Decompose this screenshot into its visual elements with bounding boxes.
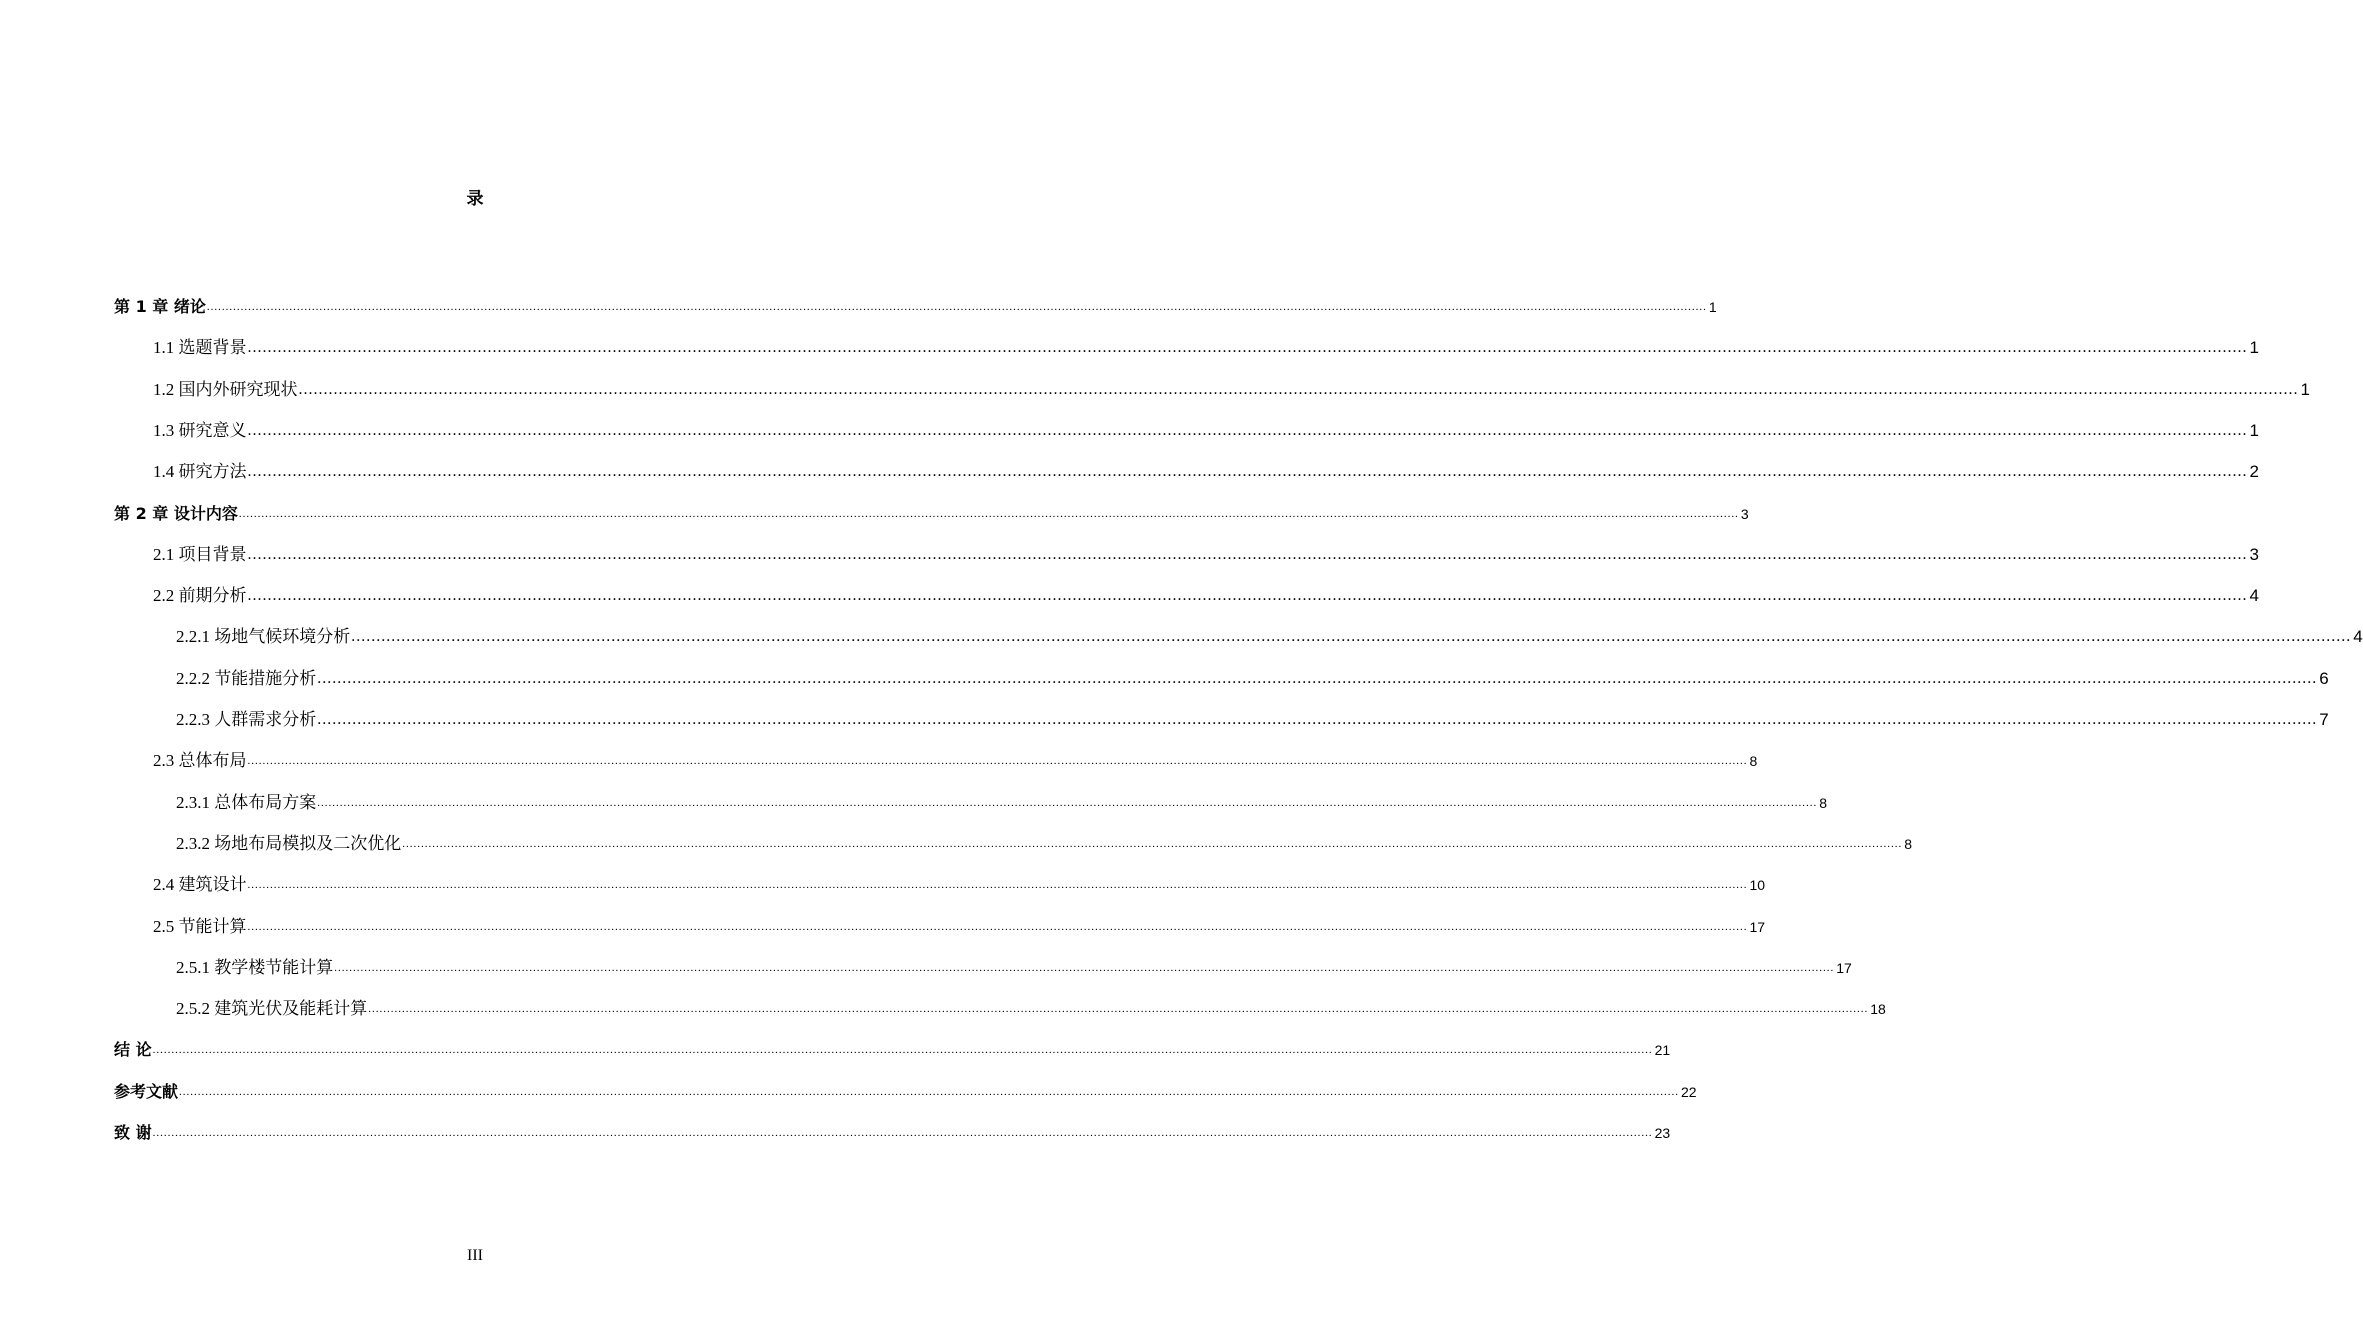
toc-entry-page-number: 8: [1904, 835, 1913, 852]
toc-entry-label: 2.5.2 建筑光伏及能耗计算: [176, 999, 368, 1019]
toc-entry-label: 1.4 研究方法: [153, 462, 247, 482]
toc-entry[interactable]: [176, 788, 1828, 814]
toc-leader-dots: ................................................................................................................................................................................................................................................................................................................................................................................................................: [298, 380, 2299, 398]
toc-leader-dots: ................................................................................................................................................................................................................................................................................................................................................................................................................: [247, 421, 2248, 439]
toc-entry[interactable]: [114, 292, 1717, 318]
toc-entry-label: 第 1 章 绪论: [114, 297, 206, 316]
toc-leader-dots: ................................................................................................................................................................................................................................................................................................................................................................................................................: [317, 796, 1818, 809]
toc-entry-page-number: 8: [1749, 753, 1758, 770]
toc-entry[interactable]: [176, 829, 1913, 855]
toc-entry-label: 2.2.3 人群需求分析: [176, 710, 317, 729]
toc-entry[interactable]: [114, 1118, 1671, 1144]
toc-entry[interactable]: [153, 870, 1766, 896]
toc-entry[interactable]: [153, 540, 2259, 566]
toc-leader-dots: ................................................................................................................................................................................................................................................................................................................................................................................................................: [402, 837, 1903, 850]
toc-entry-label: 2.3 总体布局: [153, 751, 247, 771]
toc-entry-label: 致 谢: [114, 1123, 152, 1142]
toc-entry-label: 结 论: [114, 1040, 152, 1060]
toc-entry[interactable]: [153, 416, 2259, 442]
toc-entry[interactable]: [176, 953, 1852, 979]
toc-entry[interactable]: [153, 457, 2259, 483]
toc-leader-dots: ................................................................................................................................................................................................................................................................................................................................................................................................................: [247, 879, 1748, 892]
toc-entry-page-number: 1: [2300, 379, 2310, 399]
toc-entry-page-number: 7: [2319, 710, 2329, 729]
toc-entry-page-number: 2: [2249, 462, 2259, 482]
toc-entry-page-number: 1: [2249, 420, 2259, 440]
toc-entry-page-number: 22: [1681, 1083, 1697, 1100]
page-number-footer: III: [467, 1247, 483, 1264]
toc-leader-dots: ................................................................................................................................................................................................................................................................................................................................................................................................................: [152, 1044, 1653, 1057]
toc-entry[interactable]: [176, 622, 2363, 648]
toc-entry-page-number: 3: [2249, 544, 2259, 564]
toc-entry-label: 2.2 前期分析: [153, 586, 247, 606]
toc-entry[interactable]: [114, 1077, 1697, 1103]
toc-entry[interactable]: [153, 333, 2259, 359]
toc-entry[interactable]: [114, 1035, 1671, 1061]
toc-entry-label: 2.2.2 节能措施分析: [176, 668, 317, 688]
toc-entry-label: 第 2 章 设计内容: [114, 503, 238, 523]
toc-leader-dots: ................................................................................................................................................................................................................................................................................................................................................................................................................: [317, 669, 2318, 687]
toc-entry-label: 2.4 建筑设计: [153, 875, 247, 895]
toc-entry-label: 参考文献: [114, 1081, 179, 1101]
toc-entry[interactable]: [153, 581, 2259, 607]
toc-entry-label: 2.2.1 场地气候环境分析: [176, 627, 351, 647]
toc-leader-dots: ................................................................................................................................................................................................................................................................................................................................................................................................................: [179, 1085, 1680, 1098]
toc-title: 录: [466, 189, 484, 209]
toc-entry-page-number: 8: [1819, 794, 1828, 811]
toc-leader-dots: ................................................................................................................................................................................................................................................................................................................................................................................................................: [238, 507, 1739, 520]
toc-entry-page-number: 1: [1708, 299, 1717, 315]
toc-entry-page-number: 1: [2249, 338, 2259, 358]
toc-entry-label: 2.5.1 教学楼节能计算: [176, 957, 334, 977]
toc-entry-page-number: 23: [1654, 1125, 1671, 1141]
toc-entry-page-number: 17: [1836, 959, 1852, 976]
toc-entry-page-number: 10: [1749, 877, 1766, 894]
toc-entry-label: 1.3 研究意义: [153, 420, 247, 440]
toc-entry-page-number: 6: [2319, 668, 2329, 688]
toc-entry-label: 2.1 项目背景: [153, 544, 247, 564]
toc-leader-dots: ................................................................................................................................................................................................................................................................................................................................................................................................................: [317, 711, 2318, 728]
toc-leader-dots: ................................................................................................................................................................................................................................................................................................................................................................................................................: [368, 1003, 1869, 1016]
toc-leader-dots: ................................................................................................................................................................................................................................................................................................................................................................................................................: [247, 339, 2248, 357]
toc-leader-dots: ................................................................................................................................................................................................................................................................................................................................................................................................................: [152, 1127, 1653, 1139]
toc-entry[interactable]: [114, 499, 1749, 525]
toc-entry-page-number: 4: [2249, 586, 2259, 606]
toc-entry[interactable]: [176, 994, 1886, 1020]
toc-entry-label: 2.5 节能计算: [153, 916, 247, 936]
toc-entry[interactable]: [176, 664, 2329, 690]
toc-leader-dots: ................................................................................................................................................................................................................................................................................................................................................................................................................: [247, 755, 1748, 768]
toc-entry-page-number: 4: [2353, 627, 2363, 647]
toc-leader-dots: ................................................................................................................................................................................................................................................................................................................................................................................................................: [247, 920, 1748, 933]
toc-leader-dots: ................................................................................................................................................................................................................................................................................................................................................................................................................: [247, 463, 2248, 481]
toc-entry-label: 1.2 国内外研究现状: [153, 379, 298, 399]
toc-leader-dots: ................................................................................................................................................................................................................................................................................................................................................................................................................: [334, 961, 1835, 974]
toc-entry[interactable]: [153, 375, 2310, 401]
toc-leader-dots: ................................................................................................................................................................................................................................................................................................................................................................................................................: [247, 545, 2248, 563]
toc-entry-page-number: 17: [1749, 918, 1766, 935]
toc-entry[interactable]: [153, 746, 1758, 772]
toc-leader-dots: ................................................................................................................................................................................................................................................................................................................................................................................................................: [206, 301, 1707, 313]
toc-leader-dots: ................................................................................................................................................................................................................................................................................................................................................................................................................: [247, 587, 2248, 605]
toc-entry-page-number: 21: [1654, 1042, 1671, 1059]
toc-leader-dots: ................................................................................................................................................................................................................................................................................................................................................................................................................: [351, 628, 2352, 646]
toc-entry-page-number: 18: [1870, 1001, 1886, 1018]
toc-entry[interactable]: [176, 705, 2329, 731]
toc-entry-page-number: 3: [1740, 505, 1749, 522]
toc-entry-label: 1.1 选题背景: [153, 338, 247, 358]
toc-entry-label: 2.3.2 场地布局模拟及二次优化: [176, 833, 402, 853]
toc-entry[interactable]: [153, 912, 1766, 938]
toc-entry-label: 2.3.1 总体布局方案: [176, 792, 317, 812]
